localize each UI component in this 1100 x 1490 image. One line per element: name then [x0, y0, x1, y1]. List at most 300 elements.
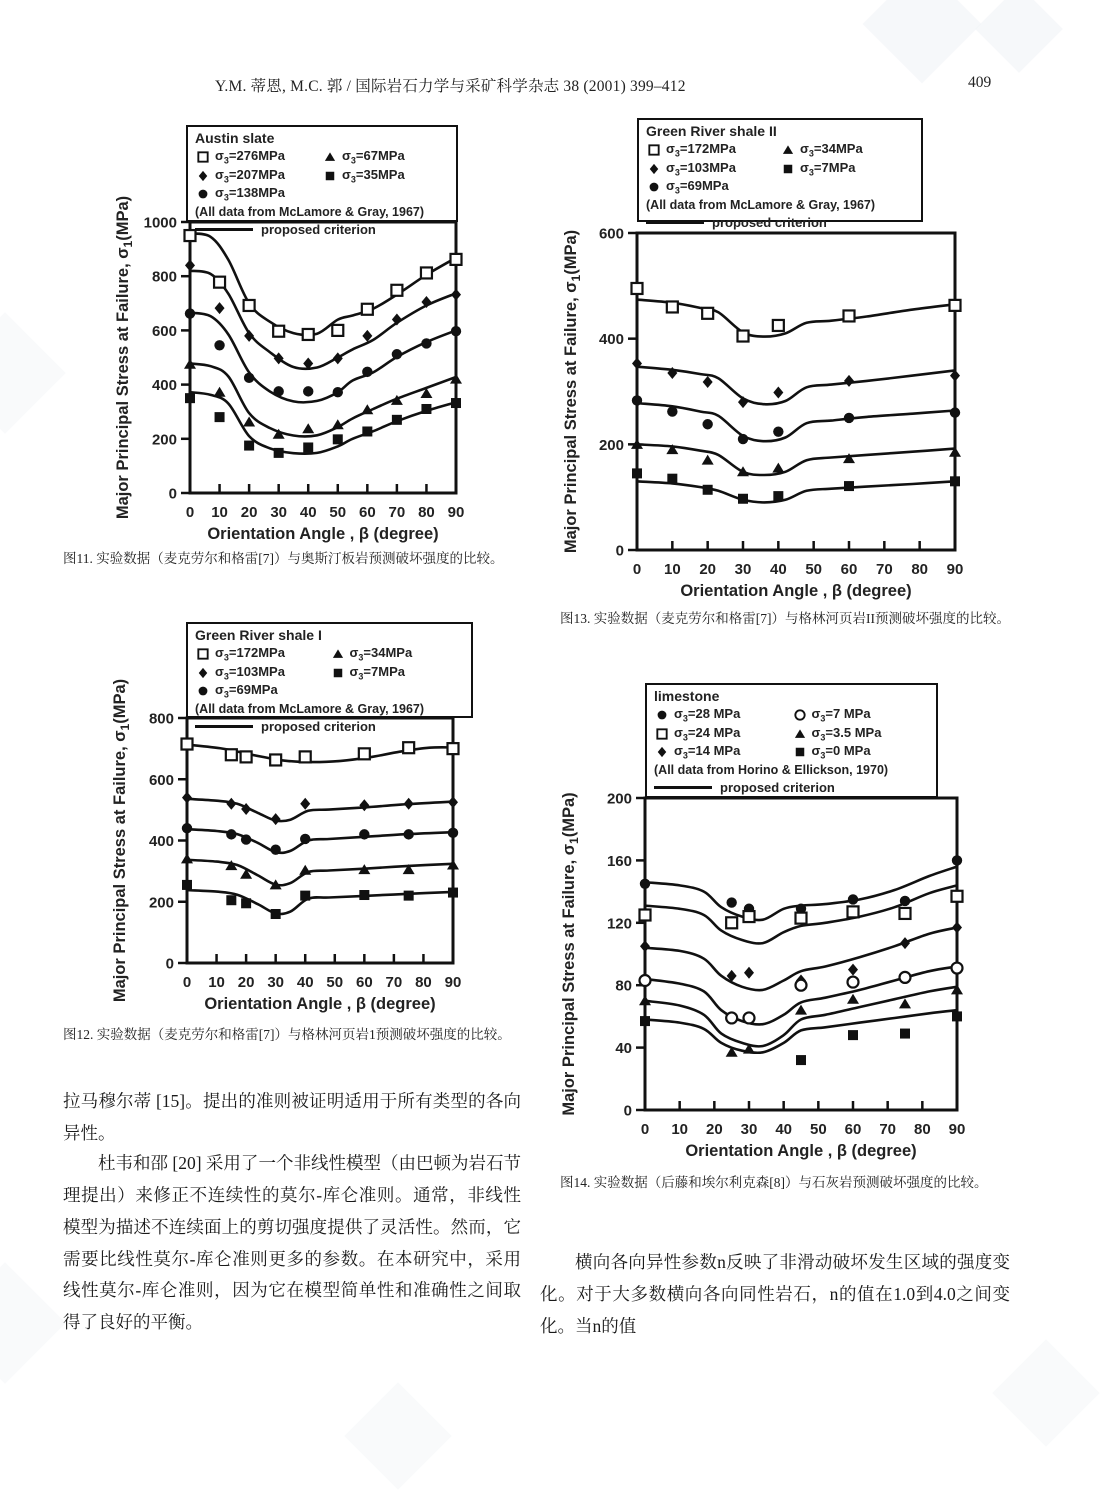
- data-point-square-open: [844, 310, 855, 321]
- caption-fig13: 图13. 实验数据（麦克劳尔和格雷[7]）与格林河页岩II预测破坏强度的比较。: [560, 611, 1010, 626]
- y-tick-label: 800: [151, 268, 177, 286]
- criterion-curve: [190, 271, 456, 369]
- data-point-square-open: [198, 153, 207, 162]
- x-tick-label: 80: [415, 974, 432, 991]
- data-point-diamond-fill: [359, 799, 369, 811]
- data-point-square-fill: [640, 1016, 650, 1026]
- data-point-triangle-fill: [214, 387, 226, 397]
- data-point-square-open: [796, 913, 807, 924]
- data-point-square-fill: [404, 891, 414, 901]
- data-point-diamond-fill: [451, 289, 461, 301]
- x-tick-label: 0: [640, 1121, 650, 1138]
- circle-fill-icon: [195, 684, 212, 698]
- square-open-icon: [646, 143, 663, 157]
- x-tick-label: 0: [185, 504, 195, 521]
- x-tick-label: 10: [663, 561, 681, 578]
- legend-entry: $\sigma_3=24$ MPa: [654, 725, 792, 744]
- data-point-circle-open: [726, 1012, 737, 1023]
- data-point-triangle-fill: [299, 865, 311, 875]
- x-tick-label: 60: [355, 974, 373, 991]
- watermark: [0, 1262, 66, 1384]
- legend-entry: $\sigma_3=103MPa$: [646, 160, 780, 179]
- data-point-diamond-fill: [640, 940, 650, 952]
- data-point-square-open: [900, 908, 911, 919]
- x-tick-label: 40: [769, 561, 787, 578]
- data-point-square-open: [649, 146, 658, 155]
- x-tick-label: 60: [358, 504, 376, 521]
- data-point-square-fill: [362, 426, 372, 436]
- legend-entry: $\sigma_3=67MPa$: [322, 148, 449, 167]
- journal-header: Y.M. 蒂恩, M.C. 郭 / 国际岩石力学与采矿科学杂志 38 (2001) 399–412: [215, 78, 686, 95]
- data-point-square-open: [303, 329, 314, 340]
- data-point-diamond-fill: [952, 921, 962, 933]
- x-axis-title: Orientation Angle , β (degree): [204, 995, 436, 1013]
- data-point-square-open: [214, 277, 225, 288]
- x-tick-label: 20: [240, 504, 258, 521]
- figure-green-river-shale-2: [558, 116, 982, 608]
- data-point-circle-fill: [421, 338, 431, 348]
- data-point-square-open: [848, 906, 859, 917]
- legend-title: limestone: [654, 688, 720, 704]
- data-point-triangle-fill: [702, 455, 714, 465]
- data-point-circle-fill: [702, 419, 712, 429]
- data-point-circle-fill: [950, 407, 960, 417]
- caption-fig12: 图12. 实验数据（麦克劳尔和格雷[7]）与格林河页岩1预测破坏强度的比较。: [63, 1027, 511, 1042]
- data-point-triangle-fill: [302, 423, 314, 433]
- legend-entry: $\sigma_3=69MPa$: [195, 682, 330, 701]
- data-point-square-open: [744, 911, 755, 922]
- data-point-square-fill: [632, 468, 642, 478]
- data-point-diamond-fill: [650, 164, 659, 174]
- y-tick-label: 400: [151, 377, 177, 395]
- data-point-circle-fill: [726, 897, 736, 907]
- data-point-square-open: [185, 230, 196, 241]
- y-axis-title: Major Principal Stress at Failure, $\sigma_1(MPa)$: [114, 195, 135, 520]
- data-point-square-fill: [215, 412, 225, 422]
- data-point-square-open: [198, 650, 207, 659]
- data-point-circle-fill: [359, 829, 369, 839]
- legend-entry: $\sigma_3=34MPa$: [780, 141, 914, 160]
- triangle-fill-icon: [792, 727, 809, 741]
- data-point-square-fill: [271, 909, 281, 919]
- legend-entry: $\sigma_3=172MPa$: [195, 645, 330, 664]
- data-point-diamond-fill: [744, 967, 754, 979]
- data-point-square-fill: [451, 398, 461, 408]
- data-point-square-open: [773, 320, 784, 331]
- data-point-circle-open: [640, 975, 651, 986]
- x-tick-label: 30: [270, 504, 288, 521]
- x-tick-label: 80: [418, 504, 435, 521]
- x-tick-label: 50: [326, 974, 344, 991]
- x-tick-label: 50: [809, 1121, 827, 1138]
- data-point-triangle-fill: [325, 153, 335, 162]
- data-point-circle-fill: [632, 395, 642, 405]
- x-tick-label: 20: [705, 1121, 723, 1138]
- data-point-triangle-fill: [951, 984, 963, 994]
- chart-legend: [637, 118, 923, 231]
- x-tick-label: 30: [740, 1121, 758, 1138]
- legend-entry: $\sigma_3=172MPa$: [646, 141, 780, 160]
- x-tick-label: 10: [671, 1121, 689, 1138]
- data-point-circle-fill: [270, 844, 280, 854]
- y-tick-label: 600: [148, 771, 174, 789]
- data-point-triangle-fill: [847, 994, 859, 1004]
- legend-source-note: (All data from McLamore & Gray, 1967): [195, 701, 425, 716]
- data-point-square-fill: [950, 476, 960, 486]
- square-open-icon: [195, 647, 212, 661]
- x-tick-label: 50: [805, 561, 823, 578]
- data-point-square-open: [270, 754, 281, 765]
- legend-criterion: proposed criterion: [654, 780, 929, 796]
- data-point-circle-fill: [448, 828, 458, 838]
- data-point-diamond-fill: [182, 792, 192, 804]
- data-point-circle-open: [796, 980, 807, 991]
- data-point-square-fill: [226, 895, 236, 905]
- data-point-circle-fill: [451, 326, 461, 336]
- data-point-circle-open: [744, 1012, 755, 1023]
- data-point-square-open: [726, 917, 737, 928]
- data-point-circle-fill: [900, 896, 910, 906]
- data-point-square-open: [182, 739, 193, 750]
- data-point-diamond-fill: [844, 375, 854, 387]
- data-point-circle-fill: [773, 426, 783, 436]
- criterion-line-icon: [195, 725, 253, 728]
- y-tick-label: 200: [151, 431, 177, 449]
- data-point-square-fill: [326, 172, 335, 181]
- legend-title: Green River shale II: [646, 123, 777, 139]
- data-point-square-fill: [848, 1030, 858, 1040]
- data-point-diamond-fill: [448, 796, 458, 808]
- paragraph-left-1: 拉马穆尔蒂 [15]。提出的准则被证明适用于所有类型的各向异性。: [63, 1091, 521, 1143]
- data-point-square-fill: [448, 888, 458, 898]
- data-point-square-open: [448, 743, 459, 754]
- caption-fig11: 图11. 实验数据（麦克劳尔和格雷[7]）与奥斯汀板岩预测破坏强度的比较。: [63, 551, 504, 566]
- data-point-square-fill: [421, 404, 431, 414]
- square-open-icon: [195, 150, 212, 164]
- legend-title: Austin slate: [195, 130, 275, 146]
- legend-entry: $\sigma_3=28$ MPa: [654, 706, 792, 725]
- legend-entry: $\sigma_3=0$ MPa: [792, 743, 930, 762]
- data-point-triangle-fill: [783, 146, 793, 155]
- data-point-circle-open: [952, 963, 963, 974]
- data-point-diamond-fill: [199, 171, 208, 181]
- data-point-circle-fill: [199, 190, 208, 199]
- y-tick-label: 600: [151, 322, 177, 340]
- data-point-circle-fill: [650, 183, 659, 192]
- data-point-triangle-fill: [772, 463, 784, 473]
- x-axis-title: Orientation Angle , β (degree): [207, 525, 439, 543]
- x-tick-label: 40: [775, 1121, 793, 1138]
- figure-austin-slate: [108, 123, 472, 543]
- data-point-square-fill: [900, 1029, 910, 1039]
- watermark: [0, 312, 66, 434]
- x-tick-label: 20: [699, 561, 717, 578]
- legend-entry: $\sigma_3=14$ MPa: [654, 743, 792, 762]
- data-point-diamond-fill: [658, 747, 667, 757]
- legend-entry: $\sigma_3=69MPa$: [646, 178, 780, 197]
- criterion-curve: [190, 233, 456, 335]
- data-point-circle-fill: [952, 855, 962, 865]
- legend-entry: $\sigma_3=276MPa$: [195, 148, 322, 167]
- data-point-circle-fill: [658, 711, 667, 720]
- data-point-square-fill: [738, 494, 748, 504]
- data-point-circle-fill: [273, 386, 283, 396]
- circle-fill-icon: [195, 187, 212, 201]
- triangle-fill-icon: [330, 647, 347, 661]
- data-point-circle-fill: [214, 340, 224, 350]
- circle-fill-icon: [654, 708, 671, 722]
- criterion-curve: [637, 444, 955, 475]
- chart-legend: [645, 683, 938, 798]
- data-point-triangle-fill: [181, 853, 193, 863]
- legend-title: Green River shale I: [195, 627, 322, 643]
- legend-criterion: proposed criterion: [646, 215, 914, 231]
- data-point-square-open: [451, 254, 462, 265]
- data-point-square-fill: [795, 748, 804, 757]
- data-point-square-fill: [796, 1055, 806, 1065]
- data-point-square-fill: [784, 165, 793, 174]
- paragraph-left-2: 杜韦和邵 [20] 采用了一个非线性模型（由巴顿为岩石节理提出）来修正不连续性的莫尔-库仑准则。通常，非线性模型为描述不连续面上的剪切强度提供了灵活性。然而，它需要比线性莫尔-库仑准则更多的参数。在本研究中，采用线性莫尔-库仑准则，因为它在模型简单性和准确性之间取得了良好的平衡。: [63, 1153, 521, 1333]
- criterion-curve: [637, 367, 955, 405]
- diamond-fill-icon: [195, 666, 212, 680]
- square-fill-icon: [322, 169, 339, 183]
- legend-source-note: (All data from McLamore & Gray, 1967): [195, 204, 425, 219]
- y-axis-title: Major Principal Stress at Failure, $\sigma_1(MPa)$: [111, 678, 132, 1003]
- data-point-square-open: [657, 729, 666, 738]
- y-axis-title: Major Principal Stress at Failure, $\sigma_1(MPa)$: [560, 792, 581, 1116]
- data-point-diamond-fill: [848, 964, 858, 976]
- caption-fig14: 图14. 实验数据（后藤和埃尔利克森[8]）与石灰岩预测破坏强度的比较。: [560, 1175, 988, 1190]
- legend-entry: $\sigma_3=138MPa$: [195, 185, 322, 204]
- data-point-square-open: [403, 742, 414, 753]
- data-point-diamond-fill: [244, 330, 254, 342]
- data-point-circle-fill: [199, 687, 208, 696]
- data-point-square-open: [738, 331, 749, 342]
- y-tick-label: 0: [168, 485, 177, 503]
- page-number: 409: [968, 74, 992, 91]
- x-tick-label: 10: [211, 504, 228, 521]
- data-point-diamond-fill: [300, 798, 310, 810]
- data-point-square-fill: [185, 393, 195, 403]
- circle-open-icon: [792, 708, 809, 722]
- chart-legend: [186, 125, 458, 238]
- criterion-curve: [645, 1010, 957, 1053]
- data-point-square-open: [359, 748, 370, 759]
- data-point-circle-fill: [185, 308, 195, 318]
- data-point-circle-fill: [244, 373, 254, 383]
- y-tick-label: 200: [598, 436, 624, 454]
- legend-source-note: (All data from Horino & Ellickson, 1970): [654, 762, 889, 777]
- data-point-square-open: [702, 308, 713, 319]
- data-point-square-fill: [182, 880, 192, 890]
- x-tick-label: 90: [948, 1121, 966, 1138]
- y-tick-label: 80: [615, 977, 632, 995]
- data-point-square-open: [226, 749, 237, 760]
- diamond-fill-icon: [654, 745, 671, 759]
- x-tick-label: 40: [299, 504, 317, 521]
- y-tick-label: 160: [606, 852, 632, 870]
- x-tick-label: 10: [208, 974, 225, 991]
- data-point-diamond-fill: [215, 302, 225, 314]
- data-point-square-fill: [244, 441, 254, 451]
- y-tick-label: 120: [606, 915, 632, 933]
- data-point-diamond-fill: [271, 813, 281, 825]
- data-point-diamond-fill: [185, 259, 195, 271]
- chart-legend: [186, 622, 473, 735]
- x-tick-label: 90: [946, 561, 964, 578]
- data-point-circle-fill: [667, 406, 677, 416]
- data-point-circle-fill: [182, 823, 192, 833]
- data-point-triangle-fill: [737, 466, 749, 476]
- data-point-circle-open: [795, 711, 804, 720]
- data-point-circle-open: [900, 972, 911, 983]
- criterion-line-icon: [654, 786, 712, 789]
- data-point-square-fill: [359, 890, 369, 900]
- data-point-square-open: [332, 325, 343, 336]
- data-point-diamond-fill: [773, 387, 783, 399]
- legend-source-note: (All data from McLamore & Gray, 1967): [646, 197, 876, 212]
- watermark: [975, 0, 1063, 73]
- data-point-diamond-fill: [404, 798, 414, 810]
- x-tick-label: 80: [913, 1121, 931, 1138]
- y-axis-title: Major Principal Stress at Failure, $\sigma_1(MPa)$: [562, 229, 583, 554]
- data-point-square-open: [244, 300, 255, 311]
- data-point-square-fill: [303, 442, 313, 452]
- x-tick-label: 90: [444, 974, 462, 991]
- x-tick-label: 70: [388, 504, 406, 521]
- x-tick-label: 70: [385, 974, 403, 991]
- x-tick-label: 40: [296, 974, 314, 991]
- y-tick-label: 0: [615, 542, 624, 560]
- square-fill-icon: [330, 666, 347, 680]
- data-point-diamond-fill: [738, 396, 748, 408]
- data-point-square-open: [391, 285, 402, 296]
- criterion-curve: [637, 403, 955, 441]
- legend-entry: $\sigma_3=207MPa$: [195, 167, 322, 186]
- legend-entry: $\sigma_3=34MPa$: [330, 645, 465, 664]
- y-tick-label: 600: [598, 225, 624, 243]
- data-point-square-fill: [392, 415, 402, 425]
- data-point-square-open: [667, 301, 678, 312]
- data-point-square-fill: [241, 898, 251, 908]
- data-point-square-fill: [333, 434, 343, 444]
- criterion-line-icon: [195, 228, 253, 231]
- y-tick-label: 800: [148, 710, 174, 728]
- figure-green-river-shale-1: [103, 618, 467, 1020]
- data-point-circle-fill: [303, 386, 313, 396]
- criterion-curve: [187, 799, 453, 821]
- data-point-square-open: [421, 267, 432, 278]
- x-axis-title: Orientation Angle , β (degree): [680, 582, 912, 600]
- data-point-diamond-fill: [703, 376, 713, 388]
- data-point-circle-open: [848, 977, 859, 988]
- data-point-circle-fill: [241, 834, 251, 844]
- x-tick-label: 30: [734, 561, 752, 578]
- legend-entry: $\sigma_3=103MPa$: [195, 664, 330, 683]
- square-open-icon: [654, 727, 671, 741]
- y-tick-label: 200: [606, 790, 632, 808]
- data-point-circle-fill: [392, 349, 402, 359]
- data-point-diamond-fill: [333, 352, 343, 364]
- x-tick-label: 90: [447, 504, 465, 521]
- data-point-triangle-fill: [332, 650, 342, 659]
- watermark: [992, 1339, 1099, 1446]
- x-axis-title: Orientation Angle , β (degree): [685, 1142, 917, 1160]
- y-tick-label: 40: [615, 1040, 632, 1058]
- x-tick-label: 80: [911, 561, 929, 578]
- data-point-square-fill: [844, 481, 854, 491]
- x-tick-label: 60: [844, 1121, 862, 1138]
- data-point-square-fill: [773, 491, 783, 501]
- data-point-circle-fill: [738, 434, 748, 444]
- criterion-line-icon: [646, 221, 704, 224]
- x-tick-label: 50: [329, 504, 347, 521]
- y-tick-label: 0: [623, 1102, 632, 1120]
- data-point-square-open: [300, 751, 311, 762]
- y-tick-label: 400: [148, 833, 174, 850]
- data-point-circle-fill: [300, 834, 310, 844]
- data-point-triangle-fill: [899, 998, 911, 1008]
- criterion-curve: [190, 392, 456, 454]
- y-tick-label: 1000: [143, 214, 177, 232]
- data-point-square-fill: [952, 1011, 962, 1021]
- x-tick-label: 0: [182, 974, 192, 991]
- diamond-fill-icon: [646, 162, 663, 176]
- legend-criterion: proposed criterion: [195, 222, 449, 238]
- data-point-square-open: [952, 891, 963, 902]
- x-tick-label: 0: [632, 561, 642, 578]
- legend-criterion: proposed criterion: [195, 719, 464, 735]
- legend-entry: $\sigma_3=3.5$ MPa: [792, 725, 930, 744]
- data-point-circle-fill: [362, 367, 372, 377]
- y-tick-label: 400: [598, 331, 624, 349]
- data-point-triangle-fill: [794, 729, 804, 738]
- x-tick-label: 20: [237, 974, 255, 991]
- watermark: [863, 0, 982, 83]
- criterion-curve: [637, 300, 955, 337]
- data-point-square-open: [241, 751, 252, 762]
- y-tick-label: 0: [165, 955, 174, 973]
- data-point-diamond-fill: [900, 937, 910, 949]
- data-point-circle-fill: [640, 879, 650, 889]
- data-point-square-fill: [333, 669, 342, 678]
- data-point-square-open: [640, 910, 651, 921]
- data-point-circle-fill: [844, 413, 854, 423]
- x-tick-label: 70: [875, 561, 893, 578]
- data-point-diamond-fill: [226, 798, 236, 810]
- data-point-square-open: [273, 326, 284, 337]
- data-point-square-open: [632, 283, 643, 294]
- x-tick-label: 70: [879, 1121, 897, 1138]
- triangle-fill-icon: [322, 150, 339, 164]
- data-point-square-fill: [300, 891, 310, 901]
- legend-entry: $\sigma_3=7$ MPa: [792, 706, 930, 725]
- data-point-diamond-fill: [199, 668, 208, 678]
- criterion-curve: [190, 313, 456, 403]
- data-point-square-open: [950, 300, 961, 311]
- triangle-fill-icon: [780, 143, 797, 157]
- figure-limestone: [558, 681, 982, 1171]
- data-point-circle-fill: [333, 387, 343, 397]
- y-tick-label: 200: [148, 894, 174, 912]
- criterion-curve: [637, 481, 955, 502]
- data-point-circle-fill: [403, 829, 413, 839]
- circle-fill-icon: [646, 180, 663, 194]
- data-point-square-fill: [274, 448, 284, 458]
- watermark: [344, 1382, 451, 1489]
- legend-entry: $\sigma_3=7MPa$: [330, 664, 465, 683]
- data-point-square-fill: [667, 474, 677, 484]
